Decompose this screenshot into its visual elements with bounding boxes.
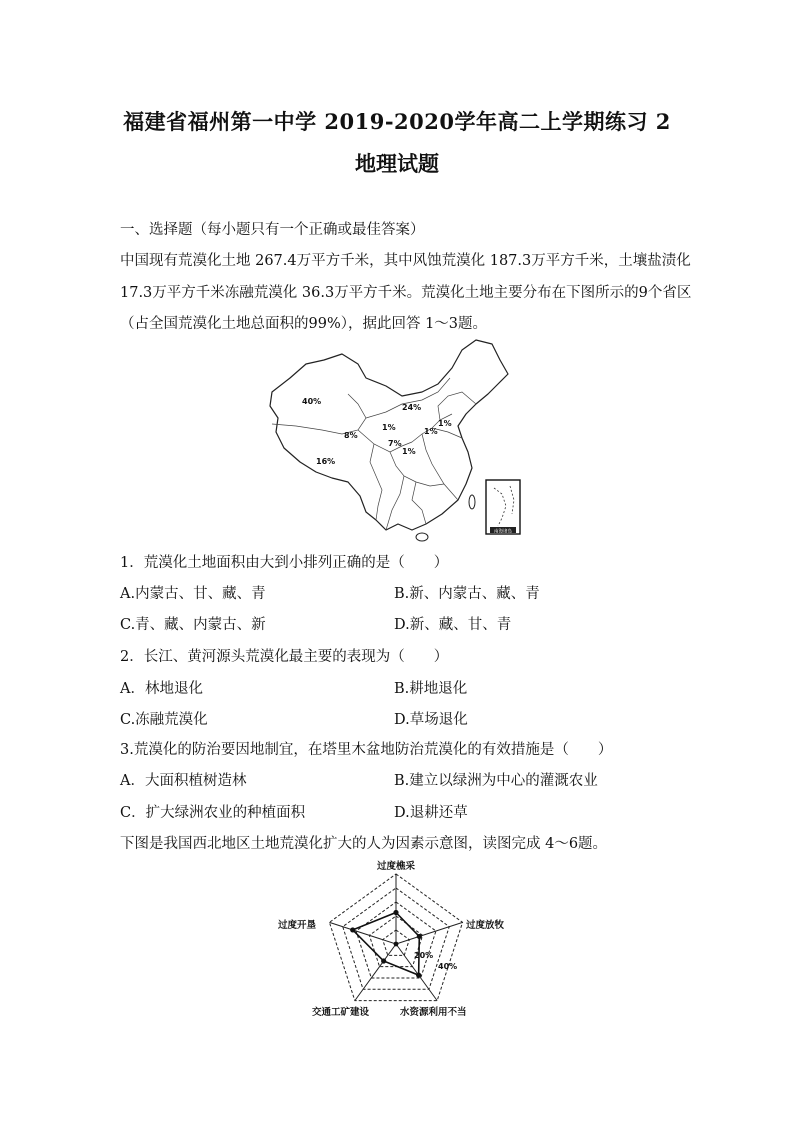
q1-option-b: B.新、内蒙古、藏、青 (394, 586, 540, 602)
q2-option-a: A．林地退化 (120, 681, 203, 697)
intro-text-line: （占全国荒漠化土地总面积的99%），据此回答 1～3题。 (120, 316, 488, 332)
radar-ring-label-40: 40% (438, 962, 458, 971)
q2-option-d: D.草场退化 (394, 712, 468, 728)
q3-option-c: C．扩大绿洲农业的种植面积 (120, 805, 306, 821)
q2-option-c: C.冻融荒漠化 (120, 712, 208, 728)
question-2-stem: 2．长江、黄河源头荒漠化最主要的表现为（ ） (120, 649, 449, 665)
map-label-neimenggu: 24% (402, 403, 422, 412)
radar-value-point (381, 958, 386, 963)
radar-value-point (350, 927, 355, 932)
q1-option-c: C.青、藏、内蒙古、新 (120, 617, 266, 633)
radar-label-bottom-right: 水资源利用不当 (400, 1007, 467, 1018)
q3-option-a: A．大面积植树造林 (120, 773, 247, 789)
page-subtitle: 地理试题 (355, 151, 439, 176)
radar-value-point (393, 910, 398, 915)
map-label-jilin: 1% (438, 419, 452, 428)
map-label-shaanxi: 1% (402, 447, 416, 456)
intro-text-line: 17.3万平方千米冻融荒漠化 36.3万平方千米。荒漠化土地主要分布在下图所示的9个省区 (120, 285, 692, 301)
radar-diagram (270, 856, 520, 1026)
page-title: 福建省福州第一中学 2019-2020学年高二上学期练习 2 (123, 109, 671, 134)
section-heading: 一、选择题（每小题只有一个正确或最佳答案） (120, 222, 425, 238)
radar-label-right: 过度放牧 (466, 920, 505, 931)
question-1-stem: 1．荒漠化土地面积由大到小排列正确的是（ ） (120, 555, 449, 571)
q3-option-b: B.建立以绿洲为中心的灌溉农业 (394, 773, 598, 789)
intro-text-line: 中国现有荒漠化土地 267.4万平方千米，其中风蚀荒漠化 187.3万平方千米，土壤盐渍化 (120, 253, 691, 269)
question-3-stem: 3.荒漠化的防治要因地制宜，在塔里木盆地防治荒漠化的有效措施是（ ） (120, 742, 613, 758)
map-label-hebei: 1% (424, 427, 438, 436)
radar-label-left: 过度开垦 (278, 920, 317, 931)
intro-text-2: 下图是我国西北地区土地荒漠化扩大的人为因素示意图，读图完成 4～6题。 (120, 836, 608, 852)
map-label-xizang: 16% (316, 457, 336, 466)
radar-value-polygon (353, 913, 420, 976)
radar-center-point (394, 942, 399, 947)
map-label-qinghai: 8% (344, 431, 358, 440)
radar-label-top: 过度樵采 (376, 861, 416, 872)
map-label-gansu: 1% (382, 423, 396, 432)
radar-value-point (417, 934, 422, 939)
map-label-xinjiang: 40% (302, 397, 322, 406)
q2-option-b: B.耕地退化 (394, 681, 468, 697)
china-desertification-map (262, 334, 532, 542)
inset-label: 南海诸岛 (494, 529, 512, 535)
q1-option-d: D.新、藏、甘、青 (394, 617, 512, 633)
q3-option-d: D.退耕还草 (394, 805, 468, 821)
radar-ring-label-20: 20% (414, 951, 434, 960)
map-label-ningxia: 7% (388, 439, 402, 448)
q1-option-a: A.内蒙古、甘、藏、青 (120, 586, 266, 602)
radar-value-point (416, 973, 421, 978)
radar-label-bottom-left: 交通工矿建设 (312, 1007, 370, 1018)
